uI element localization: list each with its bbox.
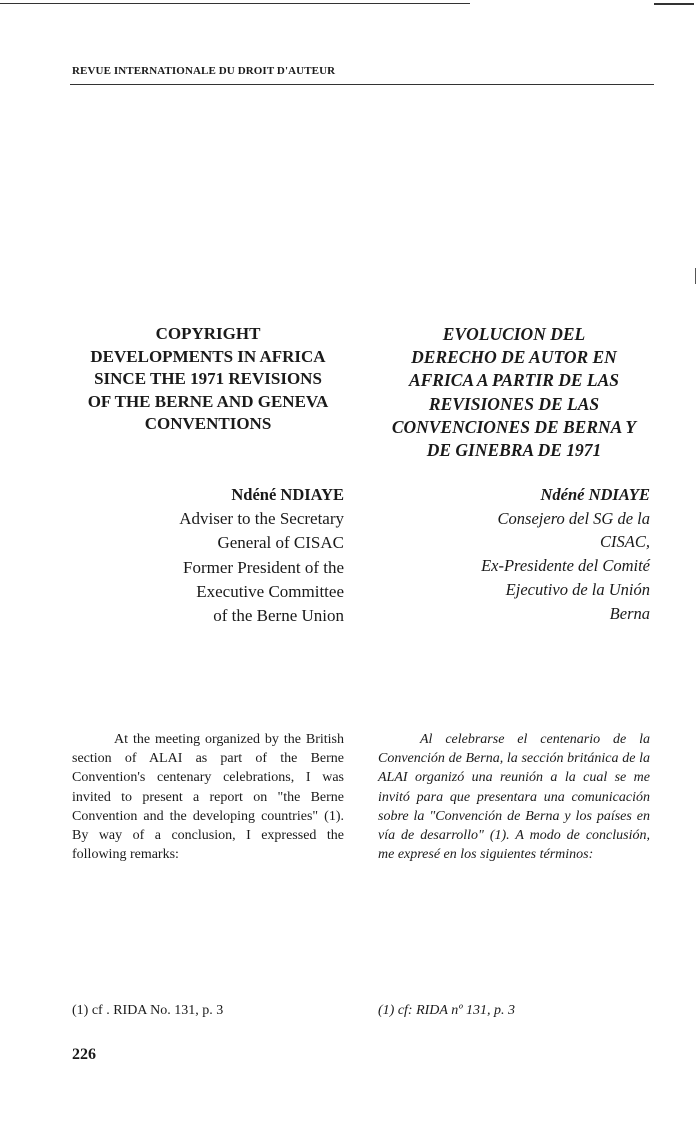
- title-line: DERECHO DE AUTOR EN: [411, 347, 617, 368]
- affiliation-line: CISAC,: [600, 532, 650, 552]
- affiliation-line: Adviser to the Secretary: [179, 509, 344, 529]
- affiliation-line: General of CISAC: [217, 533, 344, 553]
- title-line: OF THE BERNE AND GENEVA: [87, 391, 329, 411]
- affiliation-line: Executive Committee: [196, 581, 344, 601]
- byline-spanish: [378, 483, 650, 625]
- author-name: Ndéné NDIAYE: [540, 485, 650, 504]
- title-line: CONVENCIONES DE BERNA Y: [391, 416, 637, 437]
- footnote-spanish: (1) cf: RIDA nº 131, p. 3: [378, 1003, 516, 1018]
- affiliation-line: Berna: [609, 603, 650, 623]
- top-edge-rule: [0, 3, 470, 4]
- footnote-english: (1) cf . RIDA No. 131, p. 3: [72, 1003, 224, 1018]
- running-head: REVUE INTERNATIONALE DU DROIT D'AUTEUR: [72, 65, 336, 77]
- body-paragraph-spanish: Al celebrarse el centenario de la Convención de Berna, la sección británica de la ALAI organizó una reunión a la cual se me invitó para que presentara una comunicación sobre la "Convención de Berna y los países en vía de desarrollo" (1). A modo de conclusión, me expresé en los siguientes términos:: [378, 732, 650, 863]
- affiliation-line: Consejero del SG de la: [497, 508, 650, 528]
- title-line: CONVENTIONS: [144, 414, 272, 433]
- page-number: 226: [72, 1046, 96, 1063]
- affiliation-line: Former President of the: [183, 557, 344, 577]
- affiliation-line: Ex-Presidente del Comité: [481, 556, 650, 576]
- affiliation-line: of the Berne Union: [213, 606, 344, 626]
- title-spanish: [378, 323, 650, 462]
- title-line: COPYRIGHT: [155, 324, 261, 343]
- author-name: Ndéné NDIAYE: [231, 485, 344, 504]
- edge-mark: [695, 268, 696, 284]
- title-line: EVOLUCION DEL: [442, 324, 586, 344]
- byline-english: [72, 483, 344, 628]
- affiliation-line: Ejecutivo de la Unión: [505, 579, 650, 599]
- title-line: AFRICA A PARTIR DE LAS: [408, 370, 620, 391]
- title-line: DEVELOPMENTS IN AFRICA: [90, 346, 326, 366]
- title-line: DE GINEBRA DE 1971: [426, 440, 602, 461]
- body-paragraph-english: At the meeting organized by the British section of ALAI as part of the Berne Convention's centenary celebrations, I was invited to present a report on "the Berne Convention and the developing countries" (1). By way of a conclusion, I expressed the following remarks:: [72, 732, 344, 863]
- header-rule: [70, 84, 654, 85]
- title-line: SINCE THE 1971 REVISIONS: [94, 369, 322, 388]
- top-edge-rule-right: [654, 3, 694, 5]
- title-english: [72, 323, 344, 436]
- title-line: REVISIONES DE LAS: [428, 393, 600, 414]
